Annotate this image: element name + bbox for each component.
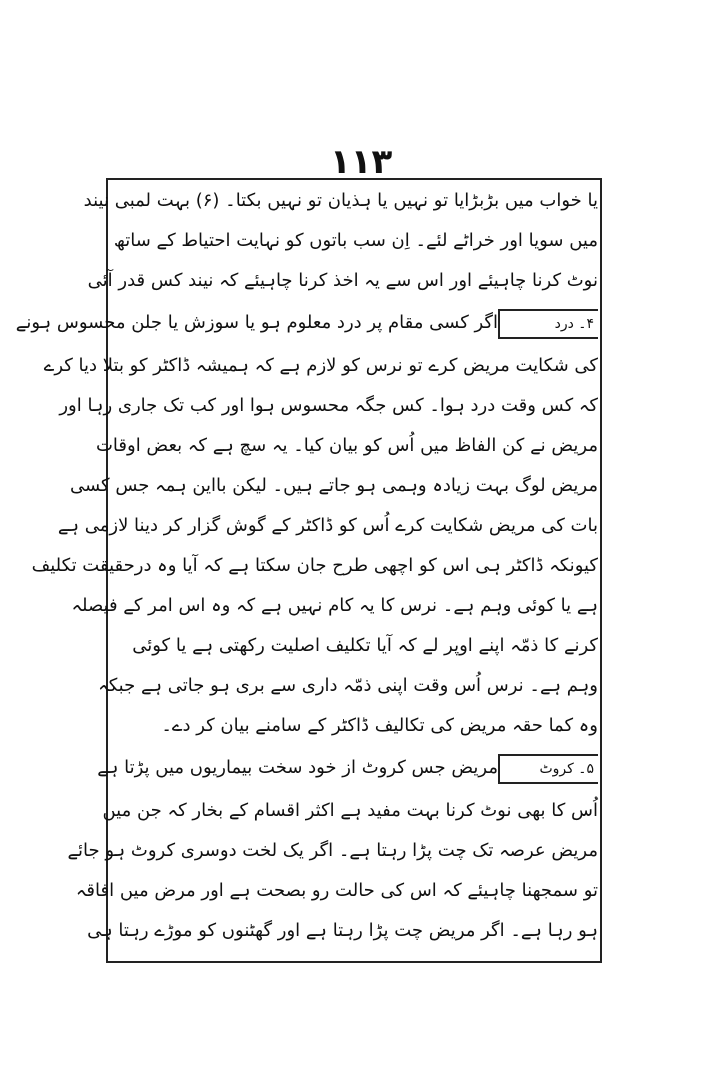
text-line: وہ کما حقہ مریض کی تکالیف ڈاکٹر کے سامنے بیان کر دے۔ xyxy=(161,715,598,736)
text-line: یا خواب میں بڑبڑایا تو نہیں یا ہذیان تو نہیں بکتا۔ (۶) بہت لمبی نیند xyxy=(83,190,598,211)
text-line: میں سویا اور خراٹے لئے۔ اِن سب باتوں کو نہایت احتیاط کے ساتھ xyxy=(113,230,598,251)
text-line: نوٹ کرنا چاہیئے اور اس سے یہ اخذ کرنا چاہیئے کہ نیند کس قدر آئی xyxy=(87,270,598,291)
text-line: مریض جس کروٹ از خود سخت بیماریوں میں پڑتا ہے xyxy=(97,757,498,778)
text-line: کی شکایت مریض کرے تو نرس کو لازم ہے کہ ہمیشہ ڈاکٹر کو بتلا دیا کرے xyxy=(43,355,598,376)
text-line: مریض نے کن الفاظ میں اُس کو بیان کیا۔ یہ سچ ہے کہ بعض اوقات xyxy=(95,435,598,456)
text-line: اُس کا بھی نوٹ کرنا بہت مفید ہے اکثر اقسام کے بخار کہ جن میں xyxy=(102,800,598,821)
text-line: کرنے کا ذمّہ اپنے اوپر لے کہ آیا تکلیف اصلیت رکھتی ہے یا کوئی xyxy=(132,635,598,656)
text-line: مریض لوگ بہت زیادہ وہمی ہو جاتے ہیں۔ لیکن بااین ہمہ جس کسی xyxy=(69,475,598,496)
text-line: کیونکہ ڈاکٹر ہی اس کو اچھی طرح جان سکتا ہے کہ آیا وہ درحقیقت تکلیف xyxy=(31,555,598,576)
margin-heading-pain: ۴۔ درد xyxy=(498,309,598,339)
text-line: ہو رہا ہے۔ اگر مریض چت پڑا رہتا ہے اور گھٹنوں کو موڑے رہتا ہی xyxy=(87,920,598,941)
page-number: ۱۱۳ xyxy=(330,142,393,182)
text-line: ہے یا کوئی وہم ہے۔ نرس کا یہ کام نہیں ہے کہ وہ اس امر کے فیصلہ xyxy=(71,595,598,616)
text-line: بات کی مریض شکایت کرے اُس کو ڈاکٹر کے گوش گزار کر دینا لازمی ہے xyxy=(57,515,598,536)
margin-heading-posture: ۵۔ کروٹ xyxy=(498,754,598,784)
text-line: اگر کسی مقام پر درد معلوم ہو یا سوزش یا جلن محسوس ہونے xyxy=(15,312,498,333)
text-line: مریض عرصہ تک چت پڑا رہتا ہے۔ اگر یک لخت دوسری کروٹ ہو جائے xyxy=(67,840,598,861)
text-line: وہم ہے۔ نرس اُس وقت اپنی ذمّہ داری سے بری ہو جاتی ہے جبکہ xyxy=(98,675,598,696)
text-line: کہ کس وقت درد ہوا۔ کس جگہ محسوس ہوا اور کب تک جاری رہا اور xyxy=(59,395,598,416)
text-line: تو سمجھنا چاہیئے کہ اس کی حالت رو بصحت ہے اور مرض میں افاقہ xyxy=(75,880,598,901)
